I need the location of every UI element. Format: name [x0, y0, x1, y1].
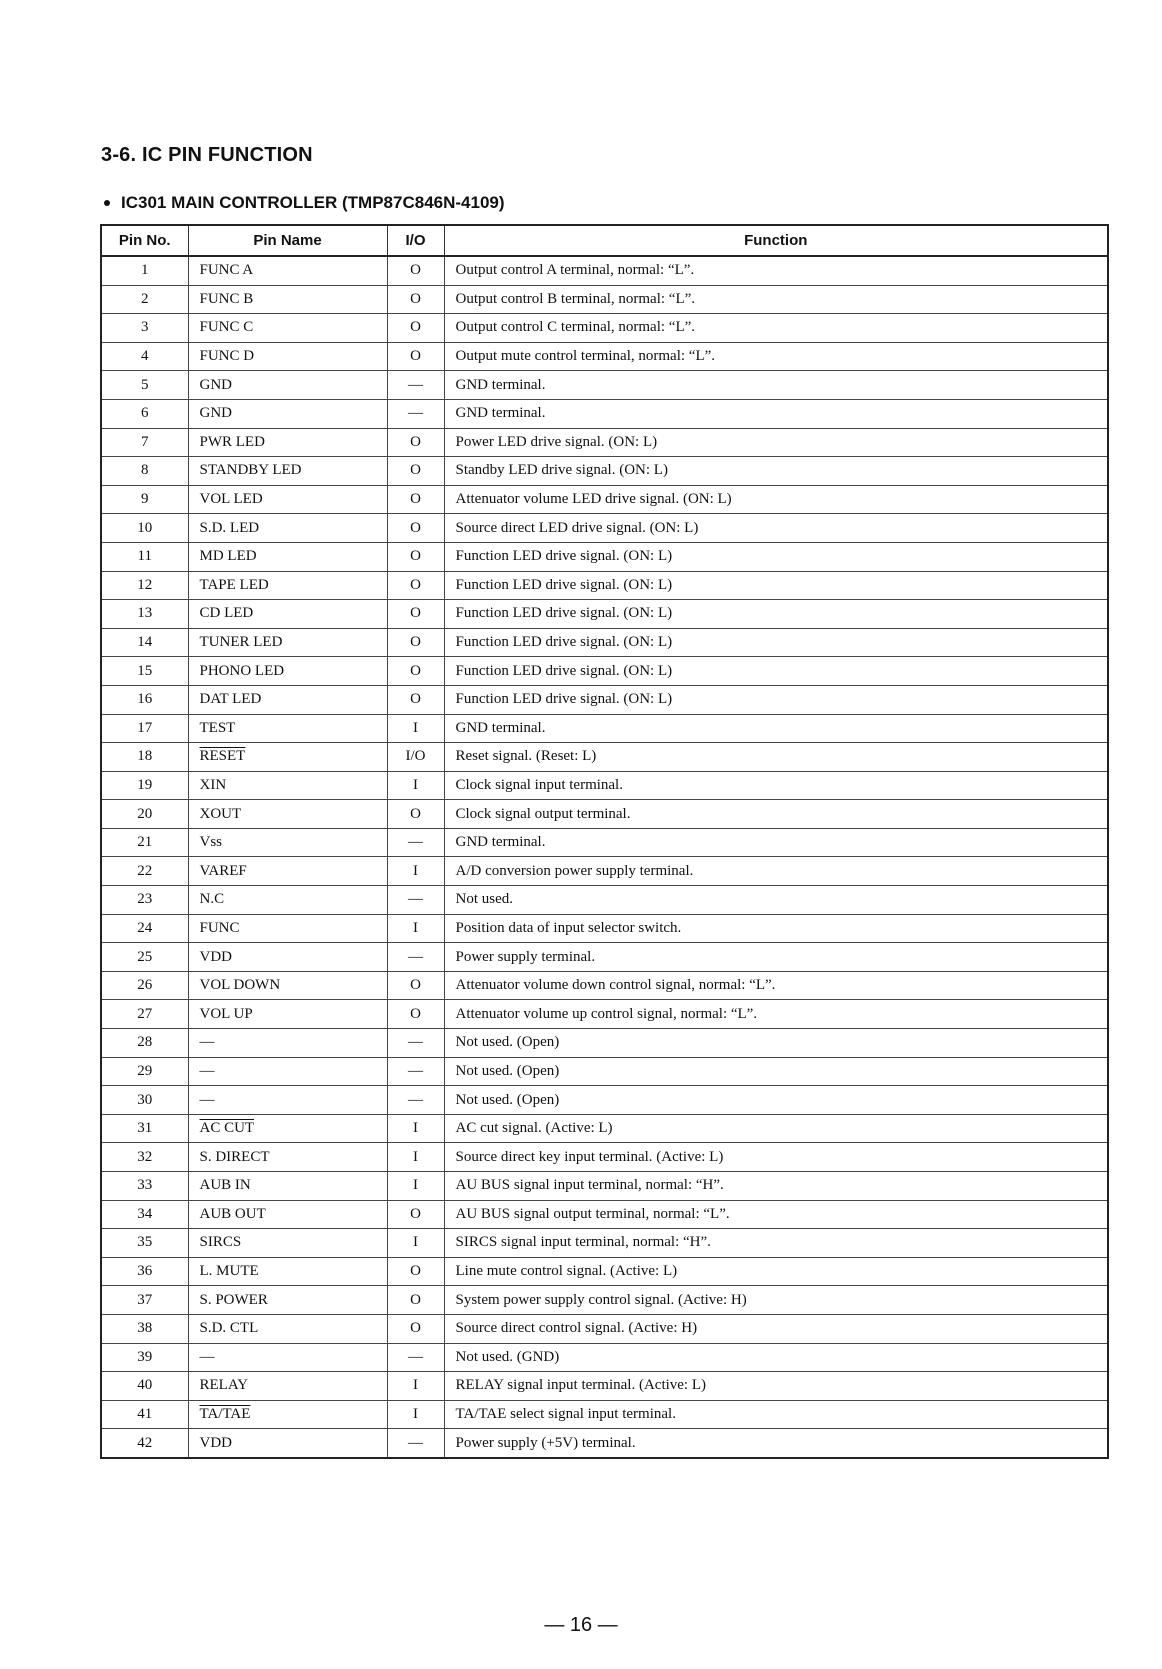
pin-number-cell: 29: [101, 1057, 188, 1086]
pin-number-cell: 42: [101, 1429, 188, 1458]
io-cell: O: [387, 342, 444, 371]
pin-number-cell: 20: [101, 800, 188, 829]
pin-name-cell: N.C: [188, 886, 387, 915]
function-cell: GND terminal.: [444, 371, 1108, 400]
io-cell: I: [387, 1143, 444, 1172]
io-cell: O: [387, 542, 444, 571]
function-cell: Attenuator volume up control signal, normal: “L”.: [444, 1000, 1108, 1029]
pin-name-cell: —: [188, 1029, 387, 1058]
pin-number-cell: 35: [101, 1229, 188, 1258]
function-cell: RELAY signal input terminal. (Active: L): [444, 1372, 1108, 1401]
table-row: [101, 1057, 1108, 1086]
function-cell: GND terminal.: [444, 399, 1108, 428]
io-cell: O: [387, 571, 444, 600]
pin-number-cell: 12: [101, 571, 188, 600]
table-row: [101, 542, 1108, 571]
io-cell: —: [387, 1029, 444, 1058]
table-row: [101, 571, 1108, 600]
table-row: [101, 1200, 1108, 1229]
header-pin-no: Pin No.: [101, 225, 188, 256]
function-cell: Function LED drive signal. (ON: L): [444, 600, 1108, 629]
io-cell: I: [387, 1172, 444, 1201]
function-cell: Power LED drive signal. (ON: L): [444, 428, 1108, 457]
pin-name-cell: —: [188, 1057, 387, 1086]
table-row: [101, 1086, 1108, 1115]
pin-name-cell: PWR LED: [188, 428, 387, 457]
io-cell: —: [387, 399, 444, 428]
pin-name-cell: —: [188, 1086, 387, 1115]
table-row: [101, 342, 1108, 371]
io-cell: —: [387, 1057, 444, 1086]
pin-name-cell: RELAY: [188, 1372, 387, 1401]
function-cell: A/D conversion power supply terminal.: [444, 857, 1108, 886]
table-row: [101, 971, 1108, 1000]
table-row: [101, 1257, 1108, 1286]
function-cell: AC cut signal. (Active: L): [444, 1114, 1108, 1143]
pin-number-cell: 19: [101, 771, 188, 800]
io-cell: O: [387, 428, 444, 457]
io-cell: —: [387, 886, 444, 915]
pin-name-cell: [188, 1114, 387, 1143]
pin-number-cell: 8: [101, 457, 188, 486]
io-cell: —: [387, 828, 444, 857]
pin-name-cell: FUNC: [188, 914, 387, 943]
pin-name-cell: L. MUTE: [188, 1257, 387, 1286]
table-row: [101, 714, 1108, 743]
active-low-pin-name: AC CUT: [199, 1120, 255, 1137]
function-cell: Function LED drive signal. (ON: L): [444, 571, 1108, 600]
function-cell: Not used. (Open): [444, 1029, 1108, 1058]
table-row: [101, 943, 1108, 972]
table-header-row: [101, 225, 1108, 256]
pin-number-cell: 13: [101, 600, 188, 629]
function-cell: Power supply (+5V) terminal.: [444, 1429, 1108, 1458]
table-row: [101, 600, 1108, 629]
pin-number-cell: 23: [101, 886, 188, 915]
pin-number-cell: 10: [101, 514, 188, 543]
function-cell: Source direct LED drive signal. (ON: L): [444, 514, 1108, 543]
function-cell: Output mute control terminal, normal: “L”.: [444, 342, 1108, 371]
io-cell: O: [387, 1286, 444, 1315]
pin-name-cell: XIN: [188, 771, 387, 800]
pin-number-cell: 3: [101, 314, 188, 343]
pin-name-cell: SIRCS: [188, 1229, 387, 1258]
io-cell: O: [387, 485, 444, 514]
table-row: [101, 1114, 1108, 1143]
pin-name-cell: FUNC A: [188, 256, 387, 285]
pin-number-cell: 24: [101, 914, 188, 943]
header-function: Function: [444, 225, 1108, 256]
header-pin-name: Pin Name: [188, 225, 387, 256]
pin-name-cell: Vss: [188, 828, 387, 857]
function-cell: SIRCS signal input terminal, normal: “H”.: [444, 1229, 1108, 1258]
function-cell: System power supply control signal. (Active: H): [444, 1286, 1108, 1315]
pin-number-cell: 18: [101, 743, 188, 772]
pin-number-cell: 28: [101, 1029, 188, 1058]
table-row: [101, 485, 1108, 514]
table-row: [101, 314, 1108, 343]
function-cell: Clock signal input terminal.: [444, 771, 1108, 800]
table-row: [101, 1229, 1108, 1258]
pin-name-cell: TEST: [188, 714, 387, 743]
io-cell: I/O: [387, 743, 444, 772]
table-row: [101, 800, 1108, 829]
pin-number-cell: 27: [101, 1000, 188, 1029]
table-row: [101, 1286, 1108, 1315]
table-row: [101, 914, 1108, 943]
pin-number-cell: 38: [101, 1314, 188, 1343]
io-cell: O: [387, 657, 444, 686]
function-cell: Function LED drive signal. (ON: L): [444, 657, 1108, 686]
io-cell: O: [387, 1200, 444, 1229]
function-cell: Not used. (Open): [444, 1086, 1108, 1115]
table-row: [101, 514, 1108, 543]
function-cell: Function LED drive signal. (ON: L): [444, 542, 1108, 571]
pin-name-cell: FUNC C: [188, 314, 387, 343]
pin-number-cell: 21: [101, 828, 188, 857]
table-row: [101, 1314, 1108, 1343]
table-row: [101, 857, 1108, 886]
io-cell: —: [387, 1343, 444, 1372]
pin-name-cell: VOL UP: [188, 1000, 387, 1029]
pin-name-cell: VOL DOWN: [188, 971, 387, 1000]
io-cell: I: [387, 1229, 444, 1258]
function-cell: Output control B terminal, normal: “L”.: [444, 285, 1108, 314]
pin-name-cell: STANDBY LED: [188, 457, 387, 486]
table-row: [101, 371, 1108, 400]
pin-number-cell: 1: [101, 256, 188, 285]
function-cell: Not used.: [444, 886, 1108, 915]
io-cell: O: [387, 457, 444, 486]
function-cell: GND terminal.: [444, 828, 1108, 857]
pin-number-cell: 34: [101, 1200, 188, 1229]
pin-number-cell: 4: [101, 342, 188, 371]
io-cell: O: [387, 800, 444, 829]
function-cell: Position data of input selector switch.: [444, 914, 1108, 943]
pin-name-cell: XOUT: [188, 800, 387, 829]
function-cell: Function LED drive signal. (ON: L): [444, 685, 1108, 714]
pin-name-cell: MD LED: [188, 542, 387, 571]
function-cell: AU BUS signal input terminal, normal: “H”.: [444, 1172, 1108, 1201]
pin-number-cell: 32: [101, 1143, 188, 1172]
io-cell: —: [387, 943, 444, 972]
function-cell: Power supply terminal.: [444, 943, 1108, 972]
table-row: [101, 1372, 1108, 1401]
subtitle: [104, 193, 505, 213]
function-cell: Reset signal. (Reset: L): [444, 743, 1108, 772]
pin-name-cell: —: [188, 1343, 387, 1372]
pin-name-cell: GND: [188, 371, 387, 400]
pin-name-cell: AUB IN: [188, 1172, 387, 1201]
active-low-pin-name: RESET: [199, 748, 246, 765]
pin-number-cell: 6: [101, 399, 188, 428]
pin-number-cell: 36: [101, 1257, 188, 1286]
pin-number-cell: 37: [101, 1286, 188, 1315]
io-cell: —: [387, 1429, 444, 1458]
pin-name-cell: [188, 743, 387, 772]
function-cell: Attenuator volume down control signal, normal: “L”.: [444, 971, 1108, 1000]
pin-number-cell: 5: [101, 371, 188, 400]
io-cell: O: [387, 600, 444, 629]
pin-number-cell: 7: [101, 428, 188, 457]
function-cell: Not used. (Open): [444, 1057, 1108, 1086]
pin-number-cell: 39: [101, 1343, 188, 1372]
function-cell: Output control C terminal, normal: “L”.: [444, 314, 1108, 343]
header-io: I/O: [387, 225, 444, 256]
pin-name-cell: VOL LED: [188, 485, 387, 514]
function-cell: TA/TAE select signal input terminal.: [444, 1400, 1108, 1429]
table-row: [101, 457, 1108, 486]
pin-number-cell: 9: [101, 485, 188, 514]
io-cell: I: [387, 1372, 444, 1401]
subtitle-text: IC301 MAIN CONTROLLER (TMP87C846N-4109): [121, 193, 505, 212]
pin-name-cell: VAREF: [188, 857, 387, 886]
pin-number-cell: 22: [101, 857, 188, 886]
io-cell: O: [387, 1314, 444, 1343]
pin-name-cell: FUNC D: [188, 342, 387, 371]
pin-number-cell: 41: [101, 1400, 188, 1429]
pin-number-cell: 25: [101, 943, 188, 972]
pin-number-cell: 26: [101, 971, 188, 1000]
table-row: [101, 657, 1108, 686]
table-row: [101, 828, 1108, 857]
function-cell: Clock signal output terminal.: [444, 800, 1108, 829]
io-cell: O: [387, 1257, 444, 1286]
io-cell: I: [387, 714, 444, 743]
pin-name-cell: AUB OUT: [188, 1200, 387, 1229]
table-row: [101, 1343, 1108, 1372]
bullet-icon: [104, 200, 110, 206]
table-row: [101, 1000, 1108, 1029]
io-cell: O: [387, 514, 444, 543]
pin-number-cell: 2: [101, 285, 188, 314]
pin-function-table: [100, 224, 1109, 1459]
pin-number-cell: 17: [101, 714, 188, 743]
pin-name-cell: DAT LED: [188, 685, 387, 714]
function-cell: Line mute control signal. (Active: L): [444, 1257, 1108, 1286]
pin-name-cell: GND: [188, 399, 387, 428]
table-row: [101, 685, 1108, 714]
table-row: [101, 743, 1108, 772]
pin-number-cell: 33: [101, 1172, 188, 1201]
io-cell: O: [387, 314, 444, 343]
pin-name-cell: TUNER LED: [188, 628, 387, 657]
pin-name-cell: VDD: [188, 943, 387, 972]
function-cell: AU BUS signal output terminal, normal: “L”.: [444, 1200, 1108, 1229]
table-row: [101, 886, 1108, 915]
io-cell: I: [387, 1114, 444, 1143]
table-row: [101, 428, 1108, 457]
table-row: [101, 256, 1108, 285]
table-row: [101, 1172, 1108, 1201]
table-row: [101, 628, 1108, 657]
table-row: [101, 771, 1108, 800]
table-row: [101, 1429, 1108, 1458]
table-row: [101, 1143, 1108, 1172]
io-cell: —: [387, 1086, 444, 1115]
active-low-pin-name: TA/TAE: [199, 1406, 251, 1423]
table-row: [101, 399, 1108, 428]
pin-number-cell: 30: [101, 1086, 188, 1115]
pin-name-cell: PHONO LED: [188, 657, 387, 686]
pin-name-cell: VDD: [188, 1429, 387, 1458]
section-title: 3-6. IC PIN FUNCTION: [101, 144, 313, 166]
table-row: [101, 1400, 1108, 1429]
function-cell: Source direct control signal. (Active: H): [444, 1314, 1108, 1343]
io-cell: I: [387, 857, 444, 886]
io-cell: —: [387, 371, 444, 400]
pin-name-cell: S. DIRECT: [188, 1143, 387, 1172]
io-cell: I: [387, 914, 444, 943]
page-number: — 16 —: [544, 1614, 618, 1636]
pin-name-cell: TAPE LED: [188, 571, 387, 600]
function-cell: Output control A terminal, normal: “L”.: [444, 256, 1108, 285]
pin-name-cell: CD LED: [188, 600, 387, 629]
io-cell: O: [387, 971, 444, 1000]
io-cell: O: [387, 628, 444, 657]
pin-name-cell: S.D. CTL: [188, 1314, 387, 1343]
pin-name-cell: [188, 1400, 387, 1429]
pin-number-cell: 15: [101, 657, 188, 686]
function-cell: Standby LED drive signal. (ON: L): [444, 457, 1108, 486]
io-cell: O: [387, 685, 444, 714]
pin-number-cell: 14: [101, 628, 188, 657]
pin-name-cell: S. POWER: [188, 1286, 387, 1315]
pin-number-cell: 31: [101, 1114, 188, 1143]
function-cell: Attenuator volume LED drive signal. (ON: L): [444, 485, 1108, 514]
function-cell: Not used. (GND): [444, 1343, 1108, 1372]
io-cell: O: [387, 285, 444, 314]
io-cell: O: [387, 256, 444, 285]
pin-number-cell: 16: [101, 685, 188, 714]
pin-name-cell: S.D. LED: [188, 514, 387, 543]
function-cell: GND terminal.: [444, 714, 1108, 743]
table-row: [101, 1029, 1108, 1058]
table-body: [101, 256, 1108, 1458]
pin-number-cell: 11: [101, 542, 188, 571]
pin-number-cell: 40: [101, 1372, 188, 1401]
function-cell: Source direct key input terminal. (Active: L): [444, 1143, 1108, 1172]
io-cell: O: [387, 1000, 444, 1029]
pin-name-cell: FUNC B: [188, 285, 387, 314]
function-cell: Function LED drive signal. (ON: L): [444, 628, 1108, 657]
table-row: [101, 285, 1108, 314]
io-cell: I: [387, 1400, 444, 1429]
io-cell: I: [387, 771, 444, 800]
